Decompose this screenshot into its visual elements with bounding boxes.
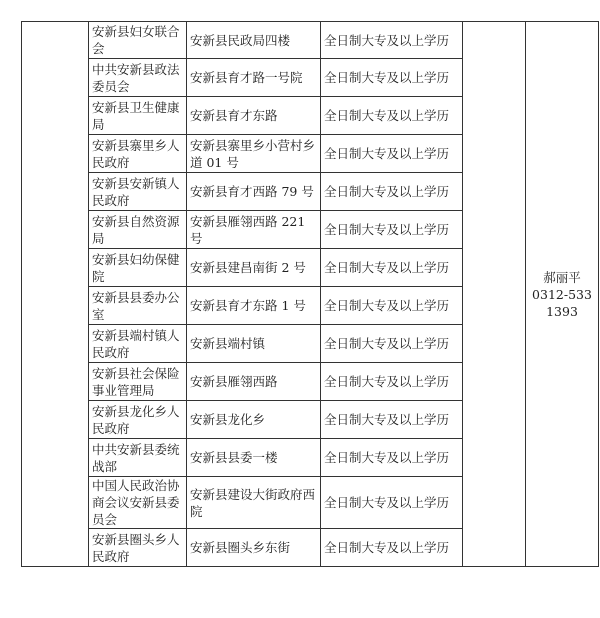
education-cell: 全日制大专及以上学历 (321, 401, 463, 439)
unit-cell: 安新县妇幼保健院 (89, 249, 187, 287)
address-cell: 安新县建昌南街 2 号 (187, 249, 321, 287)
address-cell: 安新县育才东路 1 号 (187, 287, 321, 325)
address-cell: 安新县建设大街政府西院 (187, 477, 321, 529)
education-cell: 全日制大专及以上学历 (321, 211, 463, 249)
contact-phone: 0312-5331393 (532, 286, 592, 319)
unit-cell: 安新县妇女联合会 (89, 22, 187, 59)
address-cell: 安新县县委一楼 (187, 439, 321, 477)
education-cell: 全日制大专及以上学历 (321, 249, 463, 287)
unit-cell: 中共安新县政法委员会 (89, 59, 187, 97)
address-cell: 安新县圈头乡东街 (187, 529, 321, 567)
blank-cell-right (463, 22, 526, 567)
unit-cell: 安新县安新镇人民政府 (89, 173, 187, 211)
table-row (22, 22, 599, 59)
education-cell: 全日制大专及以上学历 (321, 477, 463, 529)
unit-cell: 安新县圈头乡人民政府 (89, 529, 187, 567)
address-cell: 安新县雁翎西路 (187, 363, 321, 401)
unit-cell: 安新县龙化乡人民政府 (89, 401, 187, 439)
unit-cell: 安新县卫生健康局 (89, 97, 187, 135)
education-cell: 全日制大专及以上学历 (321, 439, 463, 477)
address-cell: 安新县雁翎西路 221 号 (187, 211, 321, 249)
address-cell: 安新县民政局四楼 (187, 22, 321, 59)
unit-cell: 安新县寨里乡人民政府 (89, 135, 187, 173)
address-cell: 安新县端村镇 (187, 325, 321, 363)
unit-cell: 中共安新县委统战部 (89, 439, 187, 477)
address-cell: 安新县龙化乡 (187, 401, 321, 439)
contact-name: 郝丽平 (543, 269, 581, 285)
unit-cell: 中国人民政治协商会议安新县委员会 (89, 477, 187, 529)
education-cell: 全日制大专及以上学历 (321, 59, 463, 97)
address-cell: 安新县育才东路 (187, 97, 321, 135)
jobs-table (21, 21, 599, 567)
education-cell: 全日制大专及以上学历 (321, 325, 463, 363)
unit-cell: 安新县端村镇人民政府 (89, 325, 187, 363)
unit-cell: 安新县县委办公室 (89, 287, 187, 325)
blank-cell-left (22, 22, 89, 567)
education-cell: 全日制大专及以上学历 (321, 135, 463, 173)
education-cell: 全日制大专及以上学历 (321, 529, 463, 567)
education-cell: 全日制大专及以上学历 (321, 287, 463, 325)
address-cell: 安新县寨里乡小营村乡道 01 号 (187, 135, 321, 173)
education-cell: 全日制大专及以上学历 (321, 363, 463, 401)
address-cell: 安新县育才路一号院 (187, 59, 321, 97)
education-cell: 全日制大专及以上学历 (321, 22, 463, 59)
education-cell: 全日制大专及以上学历 (321, 97, 463, 135)
address-cell: 安新县育才西路 79 号 (187, 173, 321, 211)
unit-cell: 安新县社会保险事业管理局 (89, 363, 187, 401)
education-cell: 全日制大专及以上学历 (321, 173, 463, 211)
unit-cell: 安新县自然资源局 (89, 211, 187, 249)
contact-cell (526, 22, 599, 567)
